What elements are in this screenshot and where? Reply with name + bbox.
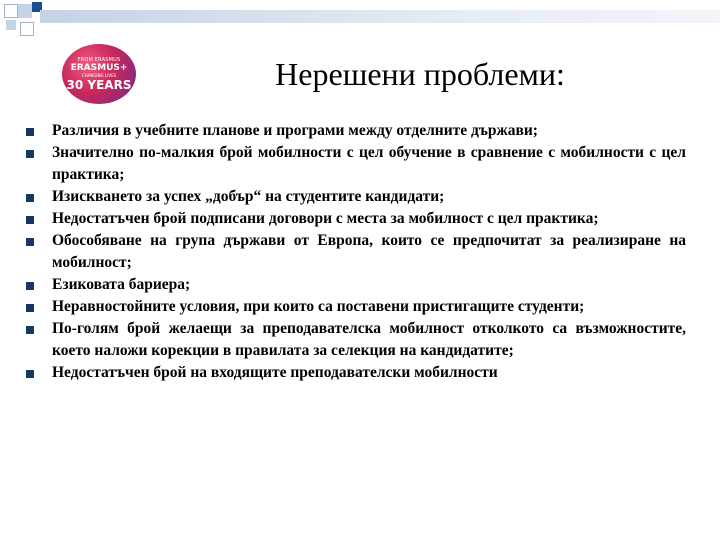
list-item: [26, 274, 686, 296]
square-bullet-icon: [26, 150, 34, 158]
slide-title: Нерешени проблеми:: [275, 56, 565, 92]
list-item-text: Езиковата бариера;: [52, 276, 191, 293]
list-item-text: Изискването за успех „добър“ на студентите кандидати;: [52, 188, 445, 205]
square-bullet-icon: [26, 238, 34, 246]
corner-square-outline: [20, 22, 34, 36]
list-item-text: Недостатъчен брой подписани договори с места за мобилност с цел практика;: [52, 210, 599, 227]
bullet-list: [26, 120, 686, 384]
header-decoration-bar: [40, 10, 720, 23]
logo-text-line1: FROM ERASMUS: [77, 56, 121, 63]
list-item: [26, 318, 686, 362]
list-item-text: Значително по-малкия брой мобилности с цел обучение в сравнение с мобилности с цел практика;: [52, 144, 686, 183]
list-item: [26, 296, 686, 318]
list-item: [26, 186, 686, 208]
list-item: [26, 142, 686, 186]
square-bullet-icon: [26, 194, 34, 202]
list-item: [26, 208, 686, 230]
list-item: [26, 120, 686, 142]
erasmus-logo: [62, 44, 136, 104]
square-bullet-icon: [26, 326, 34, 334]
logo-text-line3: CHANGING LIVES: [81, 72, 117, 78]
logo-text-line4: 30 YEARS: [66, 77, 132, 92]
list-item-text: Недостатъчен брой на входящите преподавателски мобилности: [52, 364, 498, 381]
list-item: [26, 230, 686, 274]
list-item: [26, 362, 686, 384]
list-item-text: Неравностойните условия, при които са поставени пристигащите студенти;: [52, 298, 585, 315]
square-bullet-icon: [26, 128, 34, 136]
corner-square-light: [6, 20, 16, 30]
square-bullet-icon: [26, 370, 34, 378]
square-bullet-icon: [26, 304, 34, 312]
list-item-text: Различия в учебните планове и програми между отделните държави;: [52, 122, 538, 139]
corner-square-light: [18, 4, 32, 18]
square-bullet-icon: [26, 282, 34, 290]
corner-square-outline: [4, 4, 18, 18]
logo-text-line2: ERASMUS+: [70, 62, 128, 73]
square-bullet-icon: [26, 216, 34, 224]
list-item-text: По-голям брой желаещи за преподавателска мобилност отколкото са възможностите, което наложи корекции в правилата за селекция на кандидатите;: [52, 320, 686, 359]
list-item-text: Обособяване на група държави от Европа, които се предпочитат за реализиране на мобилност;: [52, 232, 686, 271]
